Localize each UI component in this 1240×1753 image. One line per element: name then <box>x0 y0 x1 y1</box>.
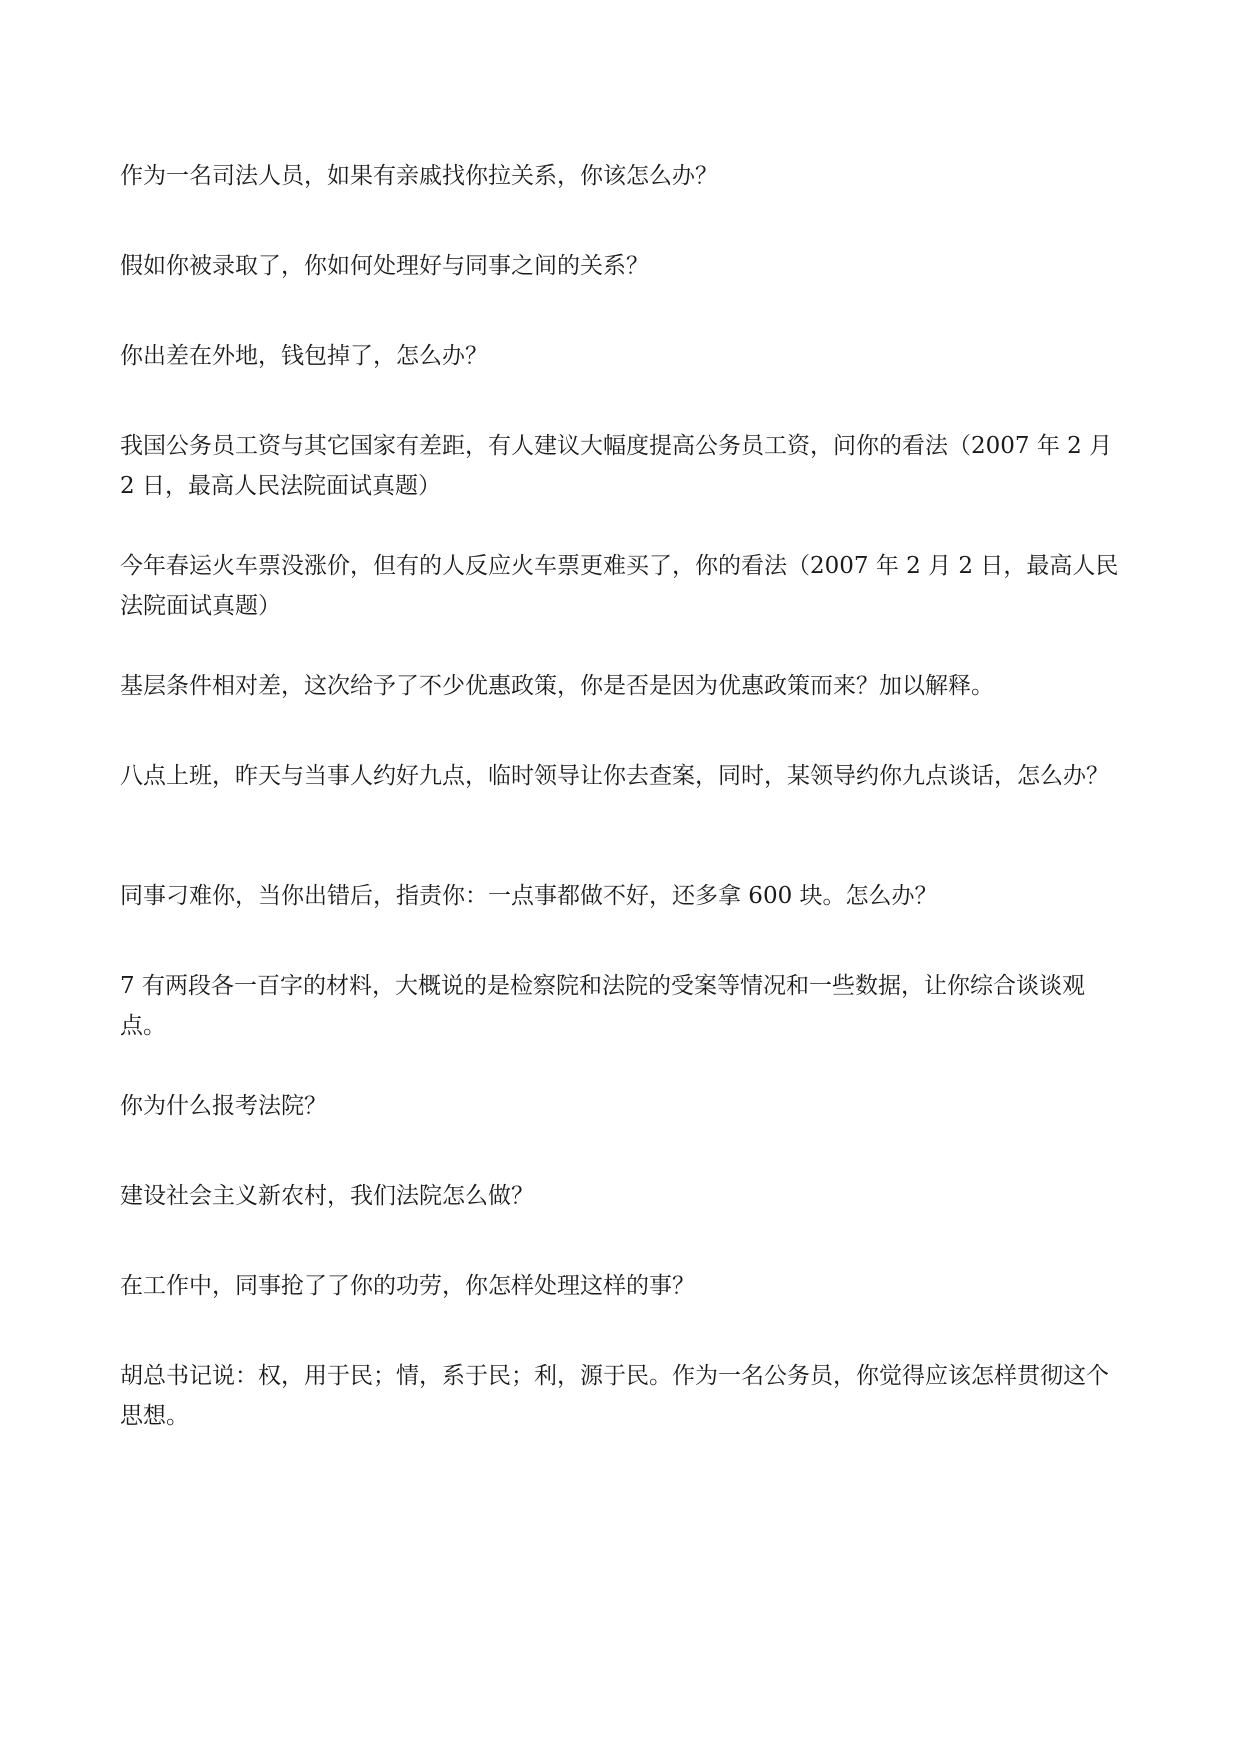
question-paragraph: 7 有两段各一百字的材料，大概说的是检察院和法院的受案等情况和一些数据，让你综合谈谈观点。 <box>120 973 1085 1039</box>
question-paragraph: 作为一名司法人员，如果有亲戚找你拉关系，你该怎么办？ <box>120 163 718 189</box>
question-paragraph: 建设社会主义新农村，我们法院怎么做？ <box>120 1183 534 1209</box>
question-paragraph: 今年春运火车票没涨价，但有的人反应火车票更难买了，你的看法（2007 年 2 月 2 日，最高人民法院面试真题） <box>120 553 1119 619</box>
question-paragraph: 八点上班，昨天与当事人约好九点，临时领导让你去查案，同时，某领导约你九点谈话，怎么办？ <box>120 763 1109 789</box>
question-paragraph: 基层条件相对差，这次给予了不少优惠政策，你是否是因为优惠政策而来？加以解释。 <box>120 673 994 699</box>
question-paragraph: 你为什么报考法院？ <box>120 1093 327 1119</box>
question-paragraph: 同事刁难你，当你出错后，指责你：一点事都做不好，还多拿 600 块。怎么办？ <box>120 883 938 909</box>
question-paragraph: 你出差在外地，钱包掉了，怎么办？ <box>120 343 488 369</box>
question-paragraph: 在工作中，同事抢了了你的功劳，你怎样处理这样的事？ <box>120 1273 695 1299</box>
question-paragraph: 我国公务员工资与其它国家有差距，有人建议大幅度提高公务员工资，问你的看法（2007 年 2 月 2 日，最高人民法院面试真题） <box>120 433 1113 499</box>
question-paragraph: 假如你被录取了，你如何处理好与同事之间的关系？ <box>120 253 649 279</box>
question-paragraph: 胡总书记说：权，用于民；情，系于民；利，源于民。作为一名公务员，你觉得应该怎样贯彻这个思想。 <box>120 1363 1109 1429</box>
